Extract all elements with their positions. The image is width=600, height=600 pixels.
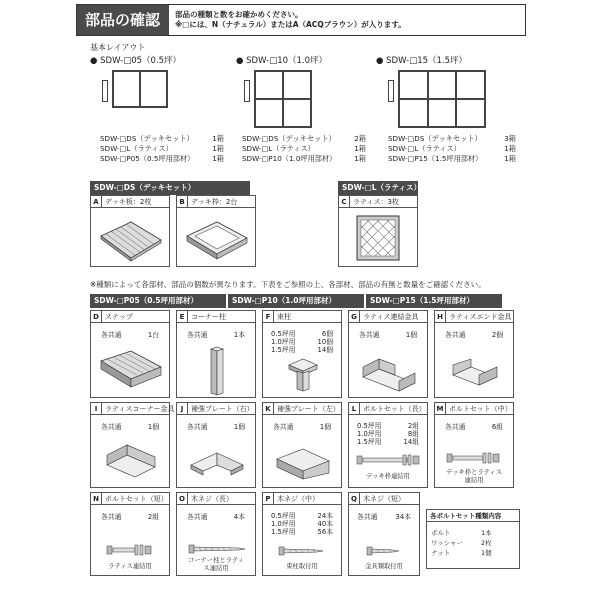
lattice-bar: SDW-□L（ラティス）	[338, 181, 418, 195]
part-box-Q: Q 木ネジ（短） 各共通 34本 金具類取付用	[348, 492, 420, 576]
layout-name-05: ● SDW-□05（0.5坪）	[90, 56, 182, 66]
medium-bolt-illustration	[445, 451, 505, 465]
part-box-I: I ラティスコーナー金具 各共通 1個	[90, 402, 170, 488]
header	[76, 4, 526, 36]
bolt-set-title: 各ボルトセット種類内容	[427, 510, 519, 522]
notice-text: ※種類によって各部材、部品の個数が異なります。下表をご参照の上、各部材、部品の有無と数量をご確認ください。	[90, 280, 486, 289]
part-box-G: G ラティス連結金具 各共通 1個	[348, 310, 428, 398]
material-bar-15: SDW-□P15（1.5坪用部材）	[366, 294, 502, 308]
deck-diagram-15	[398, 70, 486, 128]
bolt-set-row: ボルト 1本	[431, 529, 492, 537]
short-screw-illustration	[365, 545, 405, 557]
post-illustration	[285, 357, 321, 395]
part-box-A: A デッキ板：2枚	[90, 195, 170, 267]
part-box-L: L ボルトセット（長） 0.5坪用 2組 1.0坪用 8組 1.5坪用 14組 デッキ枠連結用	[348, 402, 428, 488]
step-illustration	[97, 347, 165, 393]
parts-line: SDW-□DS（デッキセット） 3箱	[388, 134, 516, 143]
parts-line: SDW-□DS（デッキセット） 2箱	[242, 134, 366, 143]
lattice-illustration	[353, 212, 405, 264]
reinforcement-plate-left-illustration	[273, 445, 333, 483]
deck-board-illustration	[97, 214, 165, 264]
parts-line: SDW-□L（ラティス） 1箱	[100, 144, 224, 153]
long-screw-illustration	[187, 543, 247, 555]
reinforcement-plate-right-illustration	[187, 445, 247, 483]
parts-line: SDW-□DS（デッキセット） 1箱	[100, 134, 224, 143]
material-bar-10: SDW-□P10（1.0坪用部材）	[228, 294, 364, 308]
lattice-diagram-10	[244, 80, 250, 102]
part-box-F: F 束柱 0.5坪用 6個 1.0坪用 10個 1.5坪用 14個	[262, 310, 342, 398]
long-bolt-illustration	[355, 453, 423, 467]
lattice-joint-illustration	[359, 355, 419, 395]
header-note-1: 部品の種類と数をお確かめください。	[175, 10, 303, 19]
part-box-C: C ラティス：3枚	[338, 195, 418, 267]
part-box-N: N ボルトセット（短） 各共通 2組 ラティス連結用	[90, 492, 170, 576]
page-title: 部品の確認	[77, 5, 169, 35]
parts-line: SDW-□L（ラティス） 1箱	[242, 144, 366, 153]
parts-line: SDW-□P15（1.5坪用部材） 1箱	[388, 154, 516, 163]
bolt-set-row: ワッシャー 2枚	[431, 539, 492, 547]
part-box-K: K 補強プレート（左） 各共通 1個	[262, 402, 342, 488]
deck-diagram-10	[254, 70, 312, 128]
layout-section-label: 基本レイアウト	[90, 43, 146, 52]
corner-post-illustration	[205, 345, 229, 397]
parts-line: SDW-□L（ラティス） 1箱	[388, 144, 516, 153]
part-box-O: O 木ネジ（長） 各共通 4本 コーナー柱とラティス連結用	[176, 492, 256, 576]
lattice-diagram-05	[102, 80, 108, 102]
deck-frame-illustration	[183, 214, 251, 264]
parts-line: SDW-□P10（1.0坪用部材） 1箱	[242, 154, 366, 163]
lattice-corner-bracket-illustration	[103, 443, 159, 483]
medium-screw-illustration	[277, 545, 329, 557]
part-box-P: P 木ネジ（中） 0.5坪用 24本 1.0坪用 40本 1.5坪用 56本 束柱取付用	[262, 492, 342, 576]
deck-diagram-05	[112, 70, 168, 108]
bolt-set-table	[426, 509, 520, 569]
part-box-B: B デッキ枠：2台	[176, 195, 256, 267]
parts-check-page	[76, 4, 526, 596]
part-box-D: D ステップ 各共通 1台	[90, 310, 170, 398]
deck-set-bar: SDW-□DS（デッキセット）	[90, 181, 250, 195]
part-box-M: M ボルトセット（中） 各共通 6組 デッキ枠とラティス連結用	[434, 402, 514, 488]
part-box-J: J 補強プレート（右） 各共通 1個	[176, 402, 256, 488]
layout-name-15: ● SDW-□15（1.5坪）	[376, 56, 468, 66]
parts-line: SDW-□P05（0.5坪用部材） 1箱	[100, 154, 224, 163]
layout-name-10: ● SDW-□10（1.0坪）	[236, 56, 328, 66]
material-bar-05: SDW-□P05（0.5坪用部材）	[90, 294, 226, 308]
header-note-2: ※□には、N（ナチュラル）またはA（ACQブラウン）が入ります。	[175, 20, 406, 29]
bolt-set-row: ナット 1個	[431, 549, 492, 557]
part-box-H: H ラティスエンド金具 各共通 2個	[434, 310, 514, 398]
part-box-E: E コーナー柱 各共通 1本	[176, 310, 256, 398]
lattice-end-bracket-illustration	[449, 357, 501, 395]
lattice-diagram-15	[388, 80, 394, 102]
short-bolt-illustration	[105, 543, 157, 557]
